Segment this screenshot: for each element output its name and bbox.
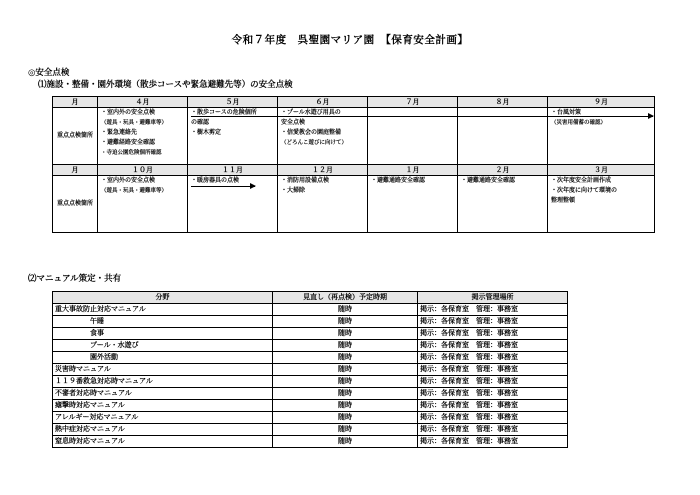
- manual-field-cell: 重大事故防止対応マニュアル: [53, 304, 273, 316]
- column-header-field: 分野: [53, 292, 273, 304]
- schedule-item-text: ・寺迫公園危険個所確認: [101, 150, 162, 156]
- month-label-cell: 月: [53, 165, 98, 176]
- schedule-item-text: ・次年度に向けて環境の: [551, 187, 618, 194]
- manual-timing-cell: 随時: [273, 400, 418, 412]
- month-header-cell: ２月: [458, 165, 548, 176]
- manual-table: [52, 291, 568, 448]
- schedule-item-text: ・室内外の安全点検: [101, 109, 156, 116]
- section-manual-heading: ⑵マニュアル策定・共有: [28, 274, 122, 284]
- schedule-item-row-second-half: [53, 176, 655, 233]
- schedule-item-text: ・避難経路安全確認: [101, 139, 156, 146]
- month-header-cell: ３月: [548, 165, 655, 176]
- manual-place-cell: 掲示：各保育室 管理：事務室: [418, 436, 568, 448]
- table-row: [53, 388, 568, 400]
- manual-place-cell: 掲示：各保育室 管理：事務室: [418, 304, 568, 316]
- schedule-item-text: ・次年度安全計画作成: [551, 177, 612, 184]
- manual-place-cell: 掲示：各保育室 管理：事務室: [418, 316, 568, 328]
- manual-timing-cell: 随時: [273, 436, 418, 448]
- table-row: [53, 412, 568, 424]
- manual-field-cell: 食事: [53, 328, 273, 340]
- manual-place-cell: 掲示：各保育室 管理：事務室: [418, 364, 568, 376]
- schedule-cell: [98, 176, 188, 233]
- schedule-item-text: ・暖房器具の点検: [191, 177, 240, 184]
- table-row: [53, 424, 568, 436]
- schedule-item-text: （遊具・玩具・避難車等）: [101, 120, 168, 126]
- manual-timing-cell: 随時: [273, 376, 418, 388]
- period-arrow-icon: [191, 186, 255, 187]
- month-header-cell: １月: [368, 165, 458, 176]
- row-label-cell: 重点点検箇所: [53, 108, 98, 165]
- schedule-item-text: ・消防用設備点検: [281, 177, 330, 184]
- schedule-item-text: ・プール水遊び用具の: [281, 109, 341, 116]
- schedule-item-text: ・大掃除: [281, 187, 306, 194]
- schedule-item-text: ・避難通路安全確認: [371, 177, 426, 184]
- schedule-item-text: 安全点検: [281, 119, 306, 126]
- schedule-item-text: ・緊急連絡先: [101, 129, 138, 136]
- schedule-cell: [188, 176, 278, 233]
- month-header-cell: ８月: [458, 97, 548, 108]
- month-header-cell: ５月: [188, 97, 278, 108]
- month-header-cell: １２月: [278, 165, 368, 176]
- manual-field-cell: 園外活動: [53, 352, 273, 364]
- column-header-place: 掲示管理場所: [418, 292, 568, 304]
- month-header-cell: ６月: [278, 97, 368, 108]
- table-row: [53, 352, 568, 364]
- manual-field-cell: プール・水遊び: [53, 340, 273, 352]
- table-row: [53, 340, 568, 352]
- manual-place-cell: 掲示：各保育室 管理：事務室: [418, 412, 568, 424]
- table-row: [53, 436, 568, 448]
- manual-timing-cell: 随時: [273, 328, 418, 340]
- manual-timing-cell: 随時: [273, 316, 418, 328]
- month-header-cell: １１月: [188, 165, 278, 176]
- column-header-timing: 見直し（再点検）予定時期: [273, 292, 418, 304]
- schedule-cell: [278, 176, 368, 233]
- table-row: [53, 328, 568, 340]
- manual-place-cell: 掲示：各保育室 管理：事務室: [418, 352, 568, 364]
- table-row: [53, 304, 568, 316]
- manual-timing-cell: 随時: [273, 412, 418, 424]
- month-header-cell: ９月: [548, 97, 655, 108]
- manual-place-cell: 掲示：各保育室 管理：事務室: [418, 424, 568, 436]
- manual-field-cell: 熱中症対応マニュアル: [53, 424, 273, 436]
- manual-timing-cell: 随時: [273, 352, 418, 364]
- schedule-item-text: ・散歩コースの危険個所: [191, 109, 257, 116]
- table-row: [53, 400, 568, 412]
- manual-place-cell: 掲示：各保育室 管理：事務室: [418, 400, 568, 412]
- schedule-item-text: ・樹木剪定: [191, 129, 222, 136]
- schedule-cell: [368, 176, 458, 233]
- manual-timing-cell: 随時: [273, 340, 418, 352]
- manual-field-cell: 災害時マニュアル: [53, 364, 273, 376]
- schedule-item-text: ・台風対策: [551, 109, 582, 116]
- manual-timing-cell: 随時: [273, 424, 418, 436]
- manual-timing-cell: 随時: [273, 304, 418, 316]
- manual-field-cell: １１９番救急対応時マニュアル: [53, 376, 273, 388]
- manual-field-cell: 瘧撃時対応マニュアル: [53, 400, 273, 412]
- schedule-item-text: （災害用備蓄の確認）: [551, 120, 607, 126]
- manual-place-cell: 掲示：各保育室 管理：事務室: [418, 328, 568, 340]
- page-title: 令和７年度 呉聖園マリア園 【保育安全計画】: [231, 34, 469, 46]
- month-label-cell: 月: [53, 97, 98, 108]
- period-arrow-icon: [191, 116, 653, 117]
- manual-field-cell: アレルギー対応マニュアル: [53, 412, 273, 424]
- month-header-cell: ４月: [98, 97, 188, 108]
- schedule-item-text: の確認: [191, 119, 210, 126]
- manual-place-cell: 掲示：各保育室 管理：事務室: [418, 376, 568, 388]
- table-row: [53, 316, 568, 328]
- schedule-cell: [548, 176, 655, 233]
- manual-field-cell: 不審者対応時マニュアル: [53, 388, 273, 400]
- section-facility-check-heading: ⑴施設・整備・園外環境（散歩コースや緊急避難先等）の安全点検: [38, 80, 293, 90]
- schedule-item-text: ・室内外の安全点検: [101, 177, 156, 184]
- schedule-month-row-second-half: [53, 165, 655, 176]
- manual-place-cell: 掲示：各保育室 管理：事務室: [418, 388, 568, 400]
- month-header-cell: ７月: [368, 97, 458, 108]
- schedule-item-text: ・信愛教会の園庭整備: [281, 129, 342, 136]
- row-label-cell: 重点点検箇所: [53, 176, 98, 233]
- schedule-item-text: ・避難通路安全確認: [461, 177, 516, 184]
- table-row: [53, 376, 568, 388]
- manual-header-row: [53, 292, 568, 304]
- manual-timing-cell: 随時: [273, 364, 418, 376]
- manual-place-cell: 掲示：各保育室 管理：事務室: [418, 340, 568, 352]
- table-row: [53, 364, 568, 376]
- schedule-cell: [98, 108, 188, 165]
- manual-timing-cell: 随時: [273, 388, 418, 400]
- manual-field-cell: 窒息時対応マニュアル: [53, 436, 273, 448]
- section-safety-check-heading: ◎安全点検: [28, 68, 70, 78]
- schedule-item-text: （どろんこ遊びに向けて）: [281, 140, 348, 146]
- manual-field-cell: 午睡: [53, 316, 273, 328]
- month-header-cell: １０月: [98, 165, 188, 176]
- schedule-item-text: （遊具・玩具・避難車等）: [101, 188, 168, 194]
- schedule-month-row-first-half: [53, 97, 655, 108]
- schedule-cell: [458, 176, 548, 233]
- schedule-item-text: 整理整頓: [551, 197, 576, 204]
